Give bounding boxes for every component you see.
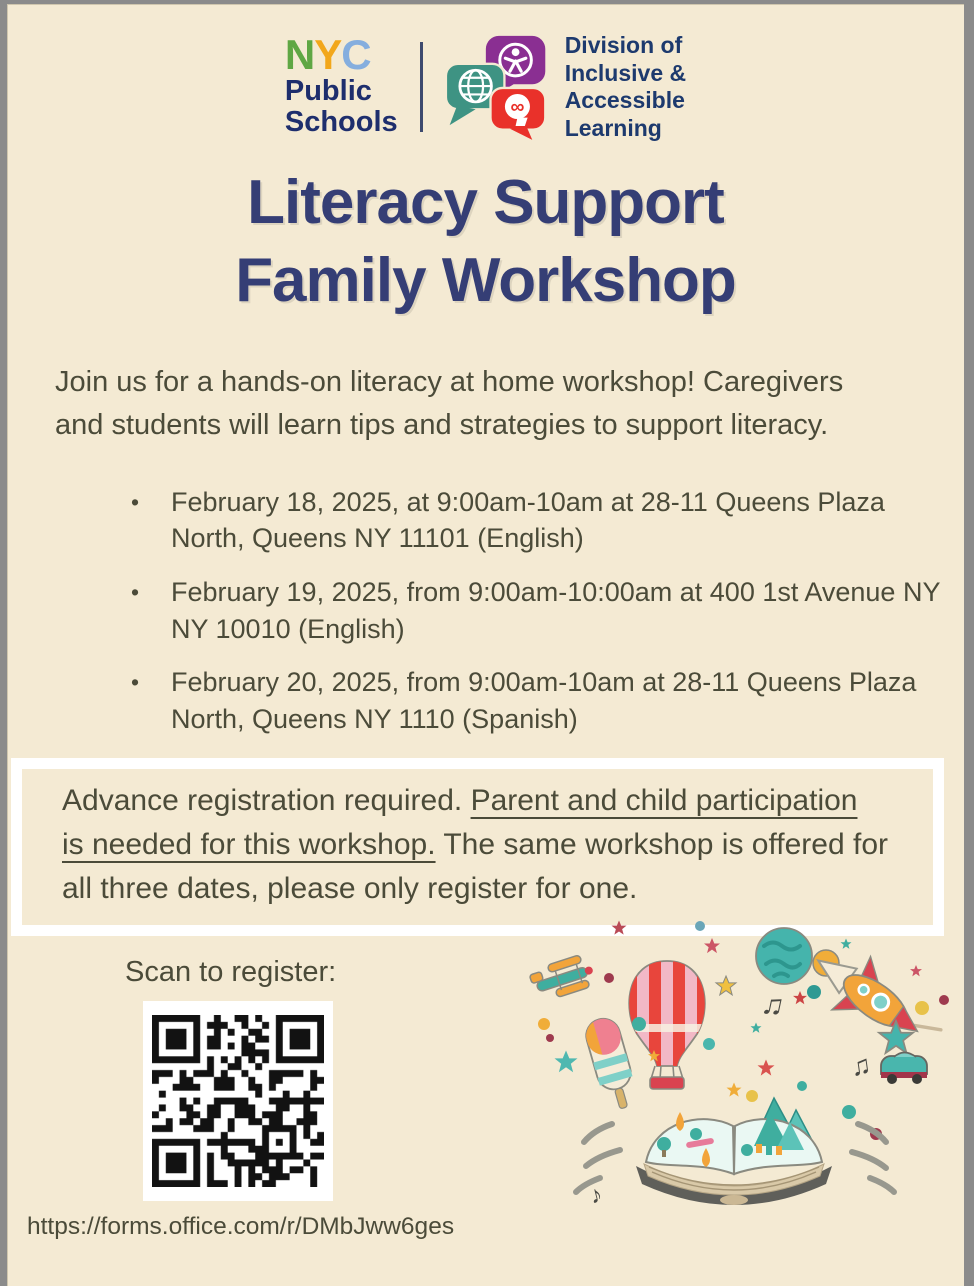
page-title bbox=[7, 164, 964, 320]
star-icon bbox=[751, 1023, 762, 1033]
nyc-public-schools-logo bbox=[284, 31, 398, 138]
nyc-letter-y: Y bbox=[314, 31, 342, 79]
event-feb20-line2: North, Queens NY 1110 (Spanish) bbox=[171, 704, 578, 735]
scan-to-register-label: Scan to register: bbox=[125, 956, 337, 989]
bullet-icon: • bbox=[131, 488, 140, 515]
nyc-subtitle-line1: Public bbox=[284, 74, 372, 107]
neurodiversity-bubble-icon bbox=[490, 88, 545, 140]
registration-line3 bbox=[62, 867, 903, 911]
bullet-icon: • bbox=[131, 579, 140, 606]
planet-icon bbox=[756, 928, 812, 984]
event-text bbox=[171, 574, 940, 647]
event-item-feb20 bbox=[131, 664, 964, 737]
music-note-icon: ♫ bbox=[758, 986, 788, 1024]
flyer-page bbox=[7, 4, 964, 1286]
inclusive-learning-bubbles-icon bbox=[445, 33, 549, 141]
car-icon bbox=[881, 1053, 927, 1085]
title-line2: Family Workshop bbox=[235, 246, 736, 316]
event-item-feb19 bbox=[131, 574, 964, 647]
qr-code-panel bbox=[143, 1001, 333, 1201]
star-icon bbox=[727, 1083, 742, 1097]
division-line4: Learning bbox=[564, 114, 662, 141]
nyc-logo-subtitle bbox=[285, 76, 398, 137]
registration-notice-box bbox=[11, 758, 944, 936]
teal-dot bbox=[807, 985, 821, 999]
nyc-letter-n: N bbox=[284, 31, 315, 79]
star-icon bbox=[704, 938, 720, 953]
division-line3: Accessible bbox=[564, 87, 685, 114]
intro-line2: and students will learn tips and strategies to support literacy. bbox=[55, 409, 829, 442]
registration-line1-normal: Advance registration required. bbox=[62, 783, 471, 817]
star-icon bbox=[841, 939, 852, 949]
event-text bbox=[171, 484, 885, 557]
open-book-icon bbox=[636, 1098, 832, 1205]
division-line2: Inclusive & bbox=[564, 59, 687, 86]
registration-line1-underlined: Parent and child participation bbox=[470, 783, 858, 817]
registration-line2 bbox=[62, 823, 903, 867]
event-text bbox=[171, 664, 916, 737]
title-line1: Literacy Support bbox=[247, 168, 724, 238]
registration-line1 bbox=[62, 779, 903, 823]
biplane-icon bbox=[528, 952, 597, 1003]
music-note-icon: ♫ bbox=[848, 1049, 873, 1082]
event-item-feb18 bbox=[131, 484, 964, 557]
division-name bbox=[565, 32, 686, 142]
event-list bbox=[131, 484, 964, 738]
event-feb18-line2: North, Queens NY 11101 (English) bbox=[171, 523, 584, 554]
intro-paragraph bbox=[55, 361, 916, 448]
nyc-letter-c: C bbox=[341, 31, 371, 79]
logo-divider bbox=[420, 42, 423, 132]
imagination-book-illustration bbox=[504, 916, 966, 1218]
registration-line2-normal: The same workshop is offered for bbox=[435, 828, 888, 861]
star-icon bbox=[910, 965, 922, 976]
nyc-subtitle-line2: Schools bbox=[284, 105, 398, 138]
star-icon bbox=[716, 976, 736, 995]
registration-line3-text: all three dates, please only register for one. bbox=[62, 872, 638, 906]
intro-line1: Join us for a hands-on literacy at home workshop! Caregivers bbox=[55, 365, 844, 398]
logo-header bbox=[7, 4, 964, 142]
bullet-icon: • bbox=[131, 669, 140, 696]
music-note-icon: ♪ bbox=[586, 1180, 606, 1210]
event-feb20-line1: February 20, 2025, from 9:00am-10am at 28-11 Queens Plaza bbox=[171, 667, 917, 698]
registration-url: https://forms.office.com/r/DMbJww6ges bbox=[27, 1213, 455, 1241]
star-icon bbox=[793, 991, 807, 1004]
nyc-letters bbox=[284, 31, 398, 79]
star-icon bbox=[758, 1060, 775, 1076]
popsicle-icon bbox=[582, 1015, 640, 1113]
qr-code bbox=[152, 1015, 324, 1187]
division-line1: Division of bbox=[564, 32, 683, 58]
event-feb19-line2: NY 10010 (English) bbox=[171, 613, 405, 644]
infinity-glyph: ∞ bbox=[510, 96, 525, 119]
star-icon bbox=[555, 1051, 578, 1073]
star-icon bbox=[612, 921, 627, 935]
event-feb19-line1: February 19, 2025, from 9:00am-10:00am at 400 1st Avenue NY bbox=[171, 577, 941, 608]
registration-line2-underlined: is needed for this workshop. bbox=[62, 828, 436, 861]
event-feb18-line1: February 18, 2025, at 9:00am-10am at 28-11 Queens Plaza bbox=[171, 486, 885, 517]
